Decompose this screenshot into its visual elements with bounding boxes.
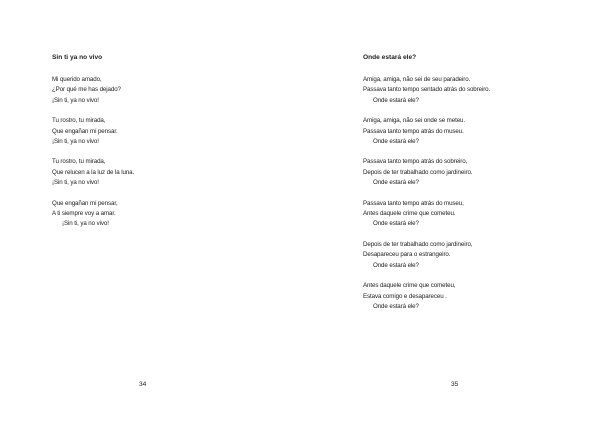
verse-line: Depois de ter trabalhado como jardineiro. <box>363 168 473 176</box>
verse-line: Tu rostro, tu mirada, <box>52 158 106 166</box>
verse-line: Amiga, amiga, não sei onde se meteu. <box>363 117 465 125</box>
stanza <box>363 116 490 147</box>
verse-line: A ti siempre voy a amar. <box>52 210 116 218</box>
verse-line: Passava tanto tempo atrás do museu. <box>363 127 464 135</box>
poem-body <box>363 75 490 312</box>
verse-line: Que engañan mi pensar, <box>52 199 118 207</box>
verse-line: Onde estará ele? <box>373 179 419 187</box>
verse-line: Mi querido amado, <box>52 76 102 83</box>
verse-line: Antes daquele crime que cometeu, <box>363 282 456 290</box>
poem-title: Sin ti ya no vivo <box>52 54 103 61</box>
stanza <box>363 199 490 230</box>
verse-line: Onde estará ele? <box>373 261 419 269</box>
left-page-content <box>52 53 134 240</box>
page-number: 35 <box>451 381 459 388</box>
verse-line: Passava tanto tempo atrás do museu, <box>363 199 464 207</box>
stanza <box>52 157 134 188</box>
right-page <box>300 0 600 425</box>
verse-line: Amiga, amiga, não sei de seu paradeiro. <box>363 76 471 83</box>
verse-line: Que engañan mi pensar. <box>52 127 118 135</box>
page-number: 34 <box>139 381 147 388</box>
right-page-content <box>363 53 490 322</box>
poem-title: Onde estará ele? <box>363 54 417 61</box>
verse-line: ¡Sin ti, ya no vivo! <box>52 96 99 104</box>
verse-line: Onde estará ele? <box>373 220 419 228</box>
verse-line: ¿Por qué me has dejado? <box>52 86 121 94</box>
verse-line: Estava comigo e desapareceu . <box>363 292 447 300</box>
stanza <box>52 75 134 106</box>
verse-line: Tu rostro, tu mirada, <box>52 117 106 125</box>
verse-line: Onde estará ele? <box>373 138 419 146</box>
verse-line: Que relucen a la luz de la luna. <box>52 168 135 176</box>
verse-line: Antes daquele crime que cometeu. <box>363 210 456 218</box>
stanza <box>52 116 134 147</box>
stanza <box>363 281 490 312</box>
verse-line: Onde estará ele? <box>373 302 419 310</box>
verse-line: Passava tanto tempo atrás do sobreiro, <box>363 158 468 166</box>
stanza <box>52 199 134 230</box>
stanza <box>363 157 490 188</box>
stanza <box>363 240 490 271</box>
verse-line: Desapareceu para o estrangeiro. <box>363 251 451 259</box>
poem-body <box>52 75 134 230</box>
verse-line: ¡Sin ti, ya no vivo! <box>62 220 109 228</box>
verse-line: Depois de ter trabalhado como jardineiro, <box>363 240 473 248</box>
stanza <box>363 75 490 106</box>
verse-line: ¡Sin ti, ya no vivo! <box>52 138 99 146</box>
verse-line: Onde estará ele? <box>373 96 419 104</box>
verse-line: Passava tanto tempo sentado atrás do sobreiro. <box>363 86 491 94</box>
verse-line: ¡Sin ti, ya no vivo! <box>52 179 99 187</box>
